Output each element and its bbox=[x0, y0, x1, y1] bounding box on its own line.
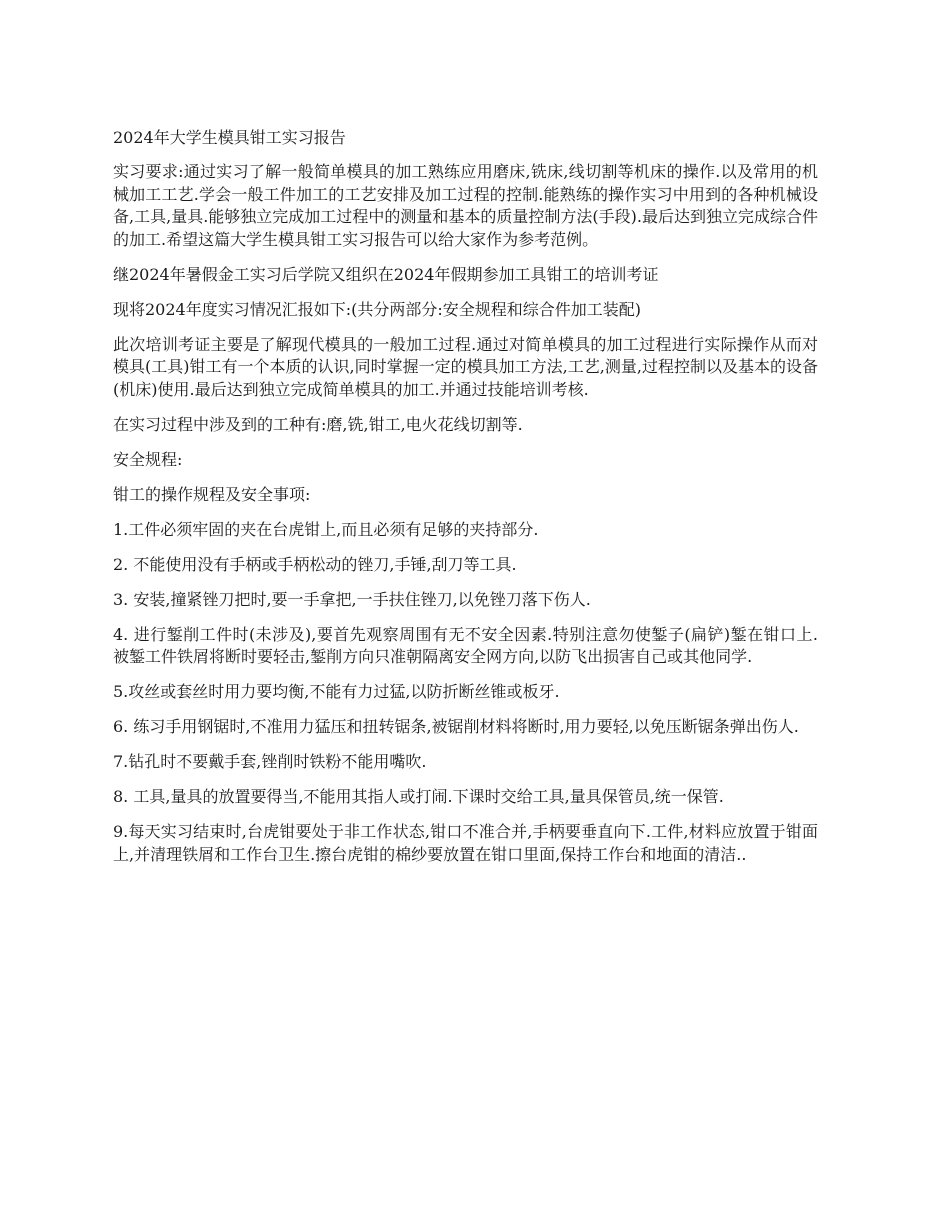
rule-item-1: 1.工件必须牢固的夹在台虎钳上,而且必须有足够的夹持部分. bbox=[113, 519, 539, 539]
rule-item-9: 9.每天实习结束时,台虎钳要处于非工作状态,钳口不准合并,手柄要垂直向下.工件,材料应放置于钳面上,并清理铁屑和工作台卫生.擦台虎钳的棉纱要放置在钳口里面,保持工作台和地面的清洁.. bbox=[113, 822, 818, 864]
paragraph-purpose: 此次培训考证主要是了解现代模具的一般加工过程.通过对简单模具的加工过程进行实际操作从而对模具(工具)钳工有一个本质的认识,同时掌握一定的模具加工方法,工艺,测量,过程控制以及基本的设备(机床)使用.最后达到独立完成简单模具的加工.并通过技能培训考核. bbox=[113, 334, 818, 399]
paragraph-trades: 在实习过程中涉及到的工种有:磨,铣,钳工,电火花线切割等. bbox=[113, 414, 523, 434]
rule-item-8: 8. 工具,量具的放置要得当,不能用其指人或打闹.下课时交给工具,量具保管员,统一保管. bbox=[113, 787, 724, 806]
rule-item-6: 6. 练习手用钢锯时,不准用力猛压和扭转锯条,被锯削材料将断时,用力要轻,以免压断锯条弹出伤人. bbox=[113, 717, 799, 736]
paragraph-requirements: 实习要求:通过实习了解一般简单模具的加工熟练应用磨床,铣床,线切割等机床的操作.以及常用的机械加工工艺.学会一般工件加工的工艺安排及加工过程的控制.能熟练的操作实习中用到的各种机械设备,工具,量具.能够独立完成加工过程中的测量和基本的质量控制方法(手段).最后达到独立完成综合件的加工.希望这篇大学生模具钳工实习报告可以给大家作为参考范例。 bbox=[113, 162, 818, 249]
rule-item-3: 3. 安装,撞紧锉刀把时,要一手拿把,一手扶住锉刀,以免锉刀落下伤人. bbox=[113, 589, 591, 609]
rule-item-7: 7.钻孔时不要戴手套,锉削时铁粉不能用嘴吹. bbox=[113, 752, 427, 771]
section-heading-safety: 安全规程: bbox=[113, 449, 183, 469]
rule-item-4: 4. 进行錾削工件时(未涉及),要首先观察周围有无不安全因素.特别注意勿使錾子(扁铲)錾在钳口上. 被錾工件铁屑将断时要轻击,錾削方向只准朝隔离安全网方向,以防飞出损害自己或其他同学. bbox=[113, 624, 818, 666]
rule-item-5: 5.攻丝或套丝时用力要均衡,不能有力过猛,以防折断丝锥或板牙. bbox=[113, 682, 560, 701]
document-title: 2024年大学生模具钳工实习报告 bbox=[113, 128, 346, 147]
subheading-fitter-rules: 钳工的操作规程及安全事项: bbox=[113, 484, 311, 504]
paragraph-summary: 现将2024年度实习情况汇报如下:(共分两部分:安全规程和综合件加工装配) bbox=[113, 299, 641, 319]
rule-item-2: 2. 不能使用没有手柄或手柄松动的锉刀,手锤,刮刀等工具. bbox=[113, 554, 517, 574]
paragraph-intro: 继2024年暑假金工实习后学院又组织在2024年假期参加工具钳工的培训考证 bbox=[113, 264, 659, 284]
